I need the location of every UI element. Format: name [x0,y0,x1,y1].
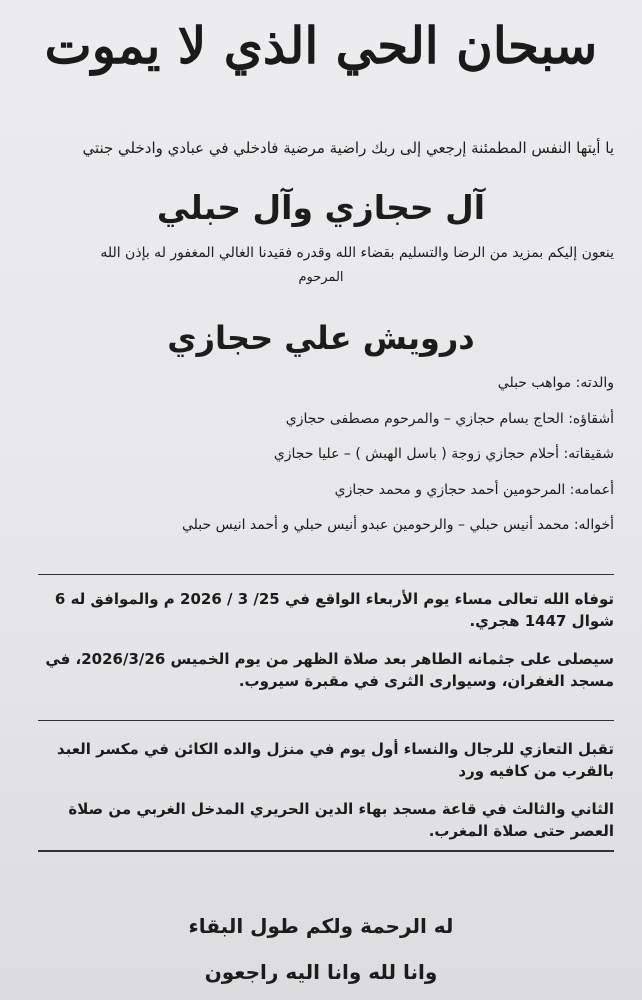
relative-paternal-uncles: أعمامه: المرحومين أحمد حجازي و محمد حجازي [334,481,614,498]
announcement-text: ينعون إليكم بمزيد من الرضا والتسليم بقضاء الله وقدره فقيدنا الغالي المغفور له بإذن الله [100,245,614,261]
relative-brothers: أشقاؤه: الحاج بسام حجازي – والمرحوم مصطفى حجازي [285,410,614,427]
quran-verse: يا أيتها النفس المطمئنة إرجعي إلى ربك راضية مرضية فادخلي في عبادي وادخلي جنتي [82,139,614,157]
condolences-other-days: الثاني والثالث في قاعة مسجد بهاء الدين الحريري المدخل الغربي من صلاة العصر حتى صلاة المغرب. [68,800,614,840]
relatives-list [24,373,614,551]
announcement-marhum: المرحوم [298,270,344,285]
relative-mother: والدته: مواهب حبلي [497,375,614,391]
header-calligraphy: سبحان الحي الذي لا يموت [44,16,598,75]
relative-sisters: شقيقاته: أحلام حجازي زوجة ( باسل الهبش ) – عليا حجازي [273,446,614,462]
relative-maternal-uncles: أخواله: محمد أنيس حبلي – والرحومين عبدو أنيس حبلي و أحمد انيس حبلي [181,517,614,533]
deceased-name: درويش علي حجازي [167,319,475,357]
divider [38,720,614,721]
divider [38,850,614,852]
death-notice: توفاه الله تعالى مساء يوم الأربعاء الواقع في 25/ 3 / 2026 م والموافق له 6 شوال 1447 هجري. [54,590,614,630]
divider [38,574,614,575]
condolences-first-day: تقبل التعازي للرجال والنساء أول يوم في منزل والده الكائن في مكسر العبد بالقرب من كافيه ورد [56,740,614,780]
families-title: آل حجازي وآل حبلي [156,188,486,227]
closing-line-1: له الرحمة ولكم طول البقاء [188,914,454,938]
funeral-details: سيصلى على جثمانه الطاهر بعد صلاة الظهر من يوم الخميس 2026/3/26، في مسجد الغفران، وسيوارى الثرى في مقبرة سيروب. [45,650,614,690]
closing-line-2: وانا لله وانا اليه راجعون [204,960,438,984]
